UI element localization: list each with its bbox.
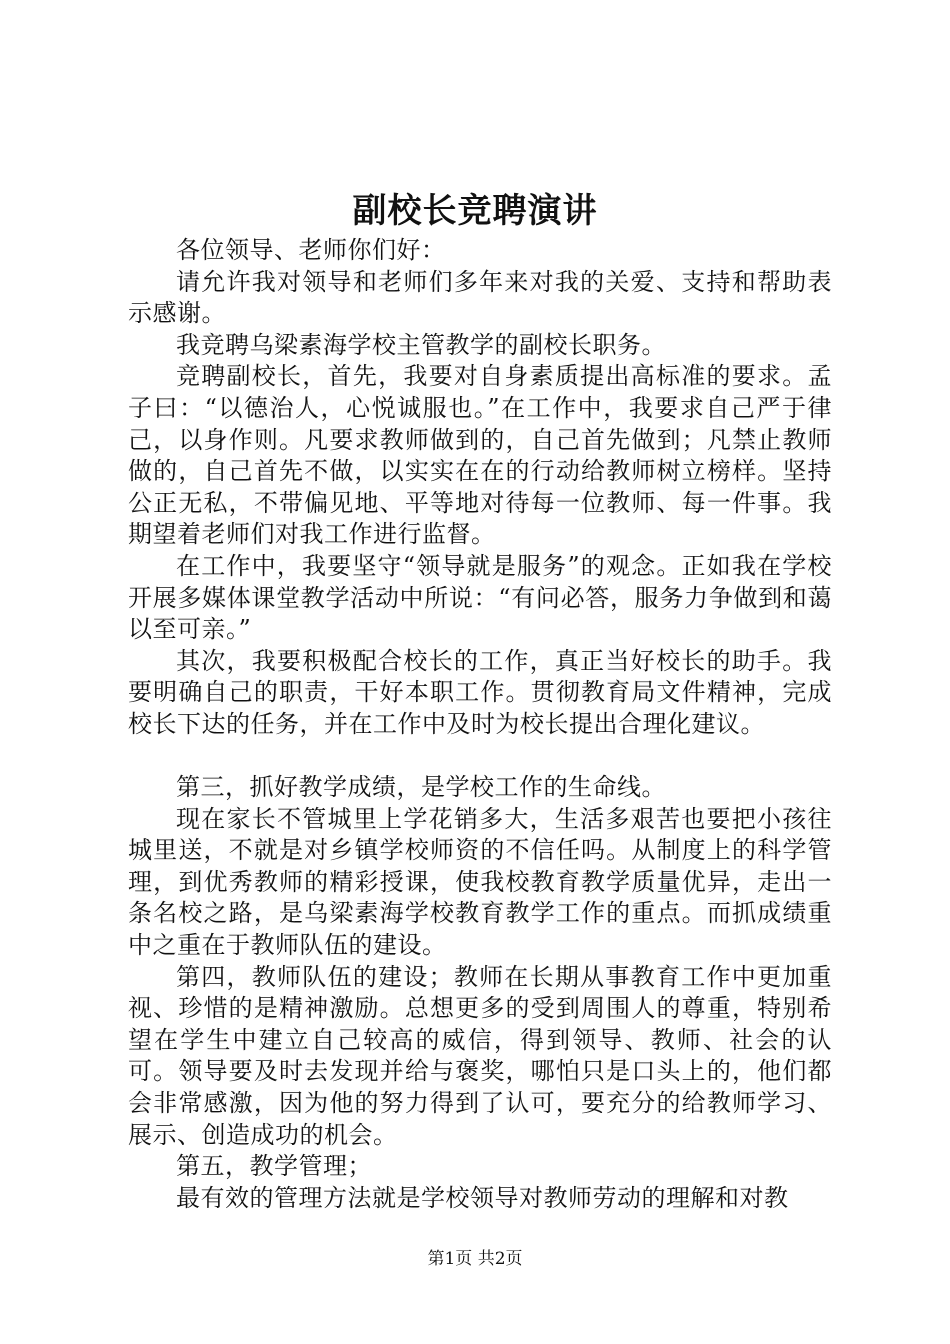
page-number-footer: 第1页 共2页 <box>427 1249 523 1269</box>
paragraph-thanks: 请允许我对领导和老师们多年来对我的关爱、支持和帮助表示感谢。 <box>128 267 832 328</box>
paragraph-service: 在工作中，我要坚守“领导就是服务”的观念。正如我在学校开展多媒体课堂教学活动中所说：“有问必答，服务力争做到和蔼以至可亲。” <box>128 551 832 644</box>
paragraph-position: 我竞聘乌梁素海学校主管教学的副校长职务。 <box>176 330 666 359</box>
paragraph-greeting: 各位领导、老师你们好： <box>176 236 446 264</box>
document-title: 副校长竞聘演讲 <box>352 191 598 231</box>
document-body <box>128 235 832 1214</box>
paragraph-third: 第三，抓好教学成绩，是学校工作的生命线。 <box>176 773 666 802</box>
paragraph-self-standard: 竞聘副校长，首先，我要对自身素质提出高标准的要求。孟子曰：“以德治人，心悦诚服也。”在工作中，我要求自己严于律己，以身作则。凡要求教师做到的，自己首先做到；凡禁止教师做的，自己首先不做，以实实在在的行动给教师树立榜样。坚持公正无私，不带偏见地、平等地对待每一位教师、每一件事。我期望着老师们对我工作进行监督。 <box>128 362 832 549</box>
paragraph-fourth: 第四，教师队伍的建设；教师在长期从事教育工作中更加重视、珍惜的是精神激励。总想更多的受到周围人的尊重，特别希望在学生中建立自己较高的威信，得到领导、教师、社会的认可。领导要及时去发现并给与褒奖，哪怕只是口头上的，他们都会非常感激，因为他的努力得到了认可，要充分的给教师学习、展示、创造成功的机会。 <box>128 962 832 1149</box>
paragraph-assist-principal: 其次，我要积极配合校长的工作，真正当好校长的助手。我要明确自己的职责，干好本职工作。贯彻教育局文件精神，完成校长下达的任务，并在工作中及时为校长提出合理化建议。 <box>128 646 832 738</box>
paragraph-management: 最有效的管理方法就是学校领导对教师劳动的理解和对教 <box>176 1183 789 1212</box>
paragraph-parents: 现在家长不管城里上学花销多大，生活多艰苦也要把小孩往城里送，不就是对乡镇学校师资的不信任吗。从制度上的科学管理，到优秀教师的精彩授课，使我校教育教学质量优异，走出一条名校之路，是乌梁素海学校教育教学工作的重点。而抓成绩重中之重在于教师队伍的建设。 <box>128 804 832 960</box>
paragraph-fifth: 第五，教学管理； <box>176 1152 372 1181</box>
